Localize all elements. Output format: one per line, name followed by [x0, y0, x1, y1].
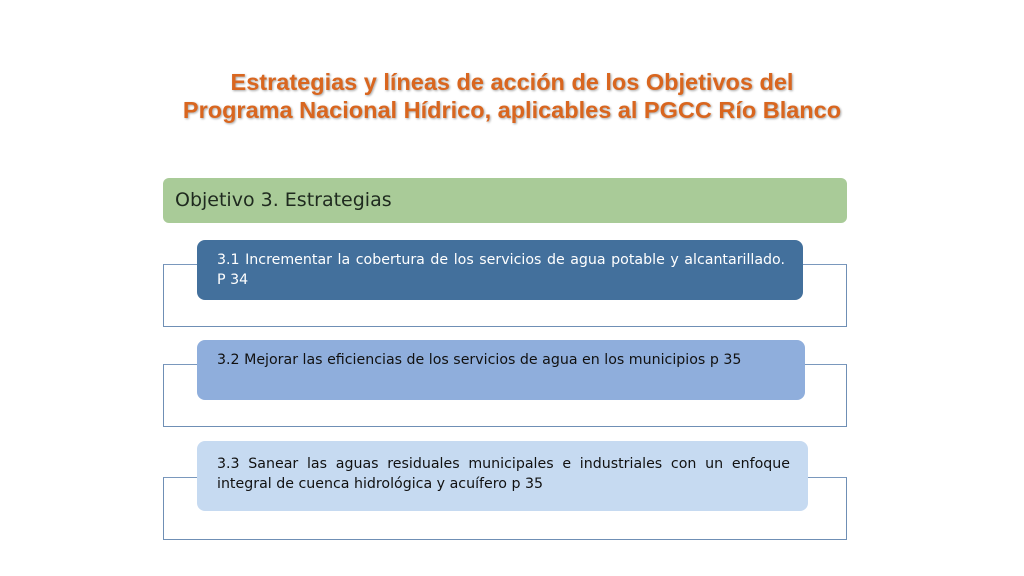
strategy-card-3-1: 3.1 Incrementar la cobertura de los servicios de agua potable y alcantarillado. P 34 — [197, 240, 803, 300]
strategy-card-3-3: 3.3 Sanear las aguas residuales municipales e industriales con un enfoque integral de cuenca hidrológica y acuífero p 35 — [197, 441, 808, 511]
strategy-card-3-2: 3.2 Mejorar las eficiencias de los servicios de agua en los municipios p 35 — [197, 340, 805, 400]
objective-header: Objetivo 3. Estrategias — [163, 178, 847, 223]
slide-title: Estrategias y líneas de acción de los Objetivos del Programa Nacional Hídrico, aplicables al PGCC Río Blanco — [182, 69, 842, 123]
